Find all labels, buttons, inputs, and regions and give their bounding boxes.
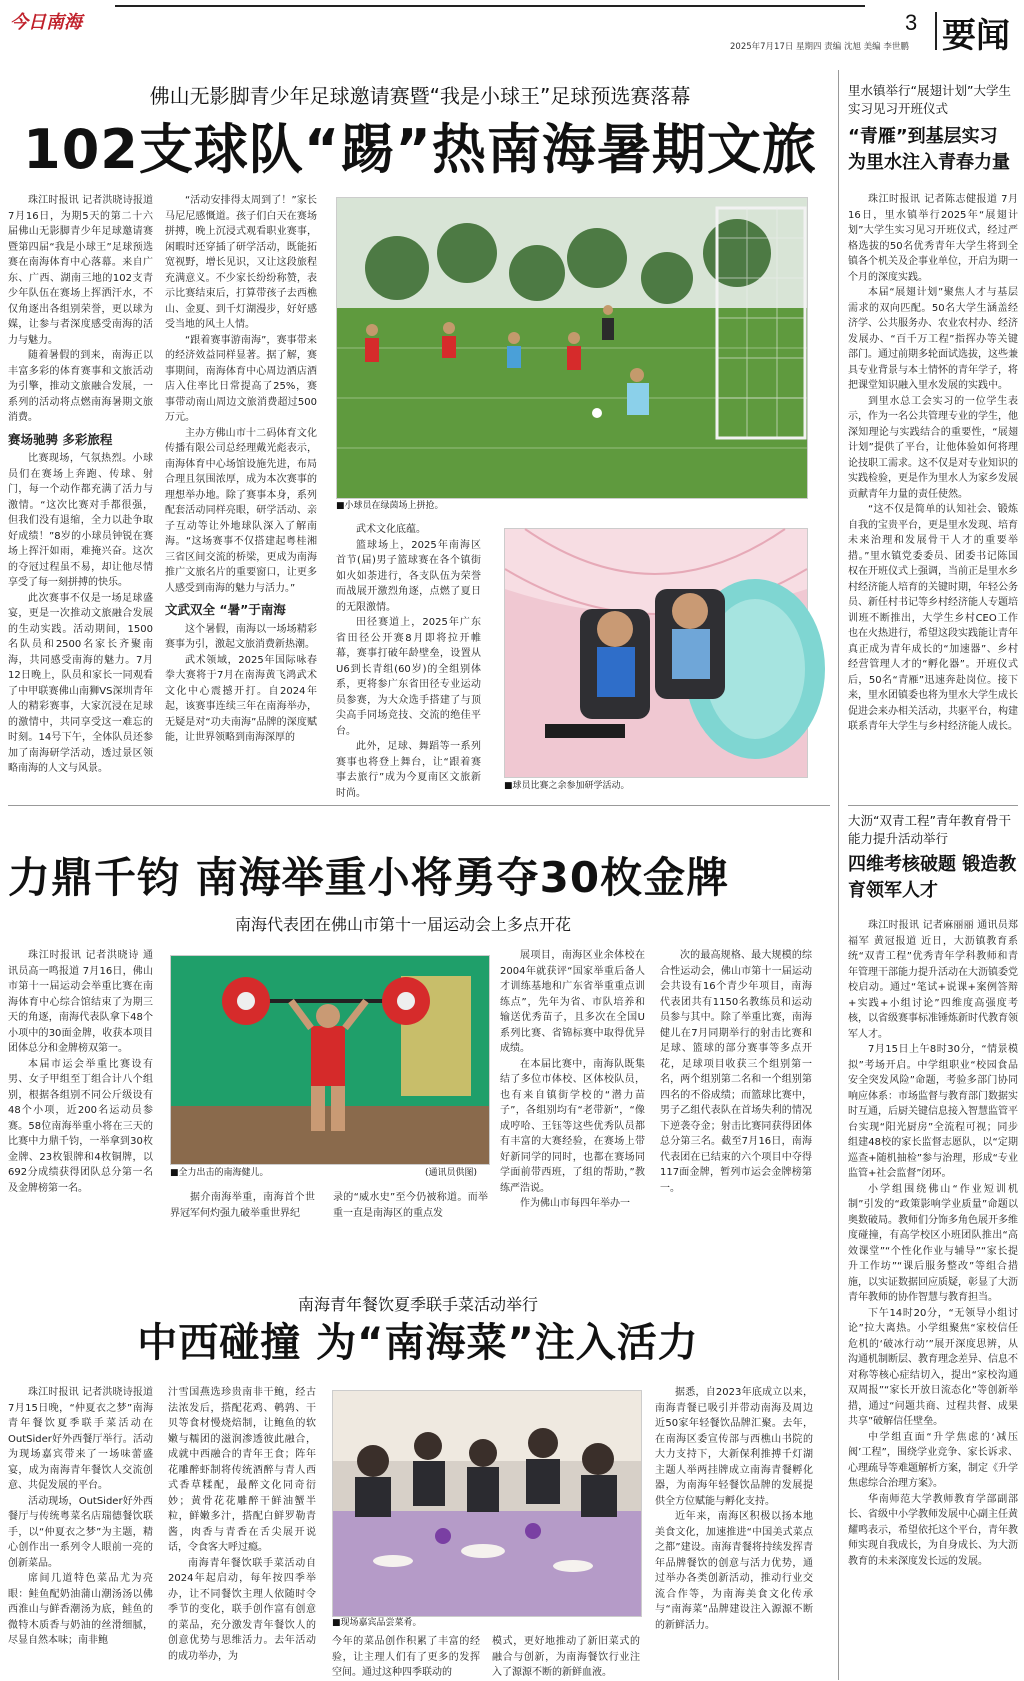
- masthead-meta: 2025年7月17日 星期四 责编 沈旭 美编 李世鹏: [730, 42, 909, 52]
- article3-col3b: [492, 1634, 640, 1680]
- paragraph: 此次赛事不仅是一场足球盛宴，更是一次推动文旅融合发展的生动实践。活动期间，1500名队员和2500名家长齐聚南海，共同感受南海的魅力。7月12日晚上，队员和家长一同观看了中甲联赛佛山南狮VS深圳青年人的精彩赛事，大家沉浸在足球的激情中，共同享受这一难忘的时刻。14号下午，全体队员还参加了南海研学活动，透过景区领略南海的人文与风景。: [8, 592, 153, 774]
- paragraph: 珠江时报讯 记者洪晓诗报道 7月16日，为期5天的第二十六届佛山无影脚青少年足球邀请赛暨第四届“我是小球王”足球预选赛在南海体育中心落幕。来自广东、广西、湖南三地的102支青少年队伍在赛场上挥洒汗水，不仅角逐出各组别荣誉，更以球为媒，让参与者深度感受南海的活力与魅力。: [8, 195, 153, 346]
- paragraph: 中学组直面“升学焦虑的‘减压阀’工程”，围绕学业竞争、家长诉求、心理疏导等难题解析方案，制定《升学焦虑综合治理方案》。: [848, 1431, 1018, 1489]
- sidebar2-kicker: 大沥“双青工程”青年教育骨干能力提升活动举行: [848, 813, 1011, 846]
- masthead-rule: [115, 5, 865, 7]
- paragraph: 展项目，南海区业余体校在2004年就获评“国家举重后备人才训练基地和广东省举重重点训练点”，先年为省、市队培养和输送优秀苗子，且多次在全国U系列比赛、省锦标赛中取得优异成绩。: [500, 950, 645, 1054]
- article1-headline: 102支球队“踢”热南海暑期文旅: [23, 118, 817, 181]
- paragraph: 汁雪国燕选珍贵南非干鲍，经古法浓发后，搭配花鸡、鹌鹑、干贝等食材慢烧焙制，让鲍鱼的软嫩与糯团的滋润渗透彼此融合，成就中西融合的青年王食；阵年花雕醉虾制将传统酒醉与青人西式香草糅配，最醉文化同奇衍妙；黄骨花花雕醉干鲜油蟹半粒，鲜嫩多汁，搭配白鲜罗勒青酱，肉香与青香在舌尖展开说话，令食客大呼过瘾。: [168, 1387, 316, 1553]
- paragraph: 田径赛道上，2025年广东省田径公开赛8月即将拉开帷幕，赛事打破年龄壁垒，设置从U6到长青组(60岁)的全组别体系，更将参广东省田径专业运动员参赛，为大众选手搭建了与顶尖高手同场竞技、交流的绝佳平台。: [336, 617, 481, 737]
- sidebar1-body: [848, 192, 1018, 807]
- dinner-photo-caption: ■现场嘉宾品尝菜肴。: [332, 1618, 422, 1628]
- weightlifting-photo: [170, 955, 490, 1165]
- article2-kicker: 南海代表团在佛山市第十一届运动会上多点开花: [234, 915, 571, 934]
- paragraph: “活动安排得太周到了！”家长马尼尼感慨道。孩子们白天在赛场拼搏，晚上沉浸式观看职业赛事，闲暇时还穿插了研学活动，既能拓宽视野，增长见识，又让这段旅程充满意义。不少家长纷纷称赞，表示比赛结束后，打算带孩子去西樵山、金夏、到千灯湖漫步，好好感受当地的风土人情。: [165, 195, 317, 330]
- paragraph: 华南师范大学教师教育学部副部长、省级中小学教师发展中心副主任黄耀鸣表示，希望依托这个平台，青年教师实现自我成长，为自身成长、为大沥教育的未来深度发长远的发展。: [848, 1493, 1018, 1567]
- article1-kicker: 佛山无影脚青少年足球邀请赛暨“我是小球王”足球预选赛落幕: [149, 84, 691, 108]
- paragraph: 这个暑假，南海以一场场精彩赛事为引，激起文旅消费新热潮。: [165, 623, 317, 650]
- article1-col1: [8, 193, 153, 793]
- article1-col3: [336, 522, 481, 799]
- subheading: 文武双全 “暑”于南海: [165, 602, 286, 617]
- article3-col1: [8, 1385, 153, 1677]
- paragraph: 篮球场上，2025年南海区首节(届)男子篮球赛在各个镇街如火如荼进行，各支队伍为荣誉而战展开激烈角逐，点燃了夏日的无限激情。: [336, 539, 481, 613]
- paragraph: 次的最高规格、最大规模的综合性运动会，佛山市第十一届运动会共设有16个青少年项目，南海代表团共有1150名教练员和运动员参与其中。除了举重比赛，南海健儿在7月同期举行的射击比赛和足球、篮球的部分赛事等多点开花，足球项目收获三个组别第一名，两个组别第二名和一个组别第四名的不俗成绩；而篮球比赛中，男子乙组代表队在首场失利的情况下逆袭夺金；射击比赛同获得团体总分第三名。截至7月16日，南海代表团在已结束的六个项目中夺得117面金牌，暂列市运会金牌榜第一。: [660, 950, 812, 1194]
- article3-kicker: 南海青年餐饮夏季联手菜活动举行: [297, 1295, 538, 1314]
- sidebar2-body: [848, 918, 1018, 1673]
- study-tour-photo-caption: ■球员比赛之余参加研学活动。: [504, 781, 630, 791]
- article2-col2b: [333, 1190, 488, 1230]
- paragraph: 珠江时报讯 记者洪晓诗 通讯员高一鸣报道 7月16日，佛山市第十一届运动会举重比赛在南海体育中心综合馆结束了为期三天的角逐，南海代表队拿下48个小项中的30面金牌，收获本项目团体总分和金牌榜双第一。: [8, 950, 153, 1054]
- paragraph: 据介南海举重，南海首个世界冠军何灼强九破举重世界纪: [170, 1192, 315, 1219]
- masthead: [0, 0, 1024, 60]
- paragraph: 下午14时20分，“无领导小组讨论”拉大离热。小学组聚焦“家校信任危机的‘破冰行动’”展开深度思辨，从沟通机制断层、教育理念差异、信息不对称等核心症结切入，提出“家校沟通双周报”“家长开放日流态化”等创新举措，通过“问题共商、过程共督、成果共享”破解信任壁垒。: [848, 1307, 1018, 1427]
- subheading: 赛场驰骋 多彩旅程: [8, 431, 113, 447]
- paragraph: 比赛现场，气氛热烈。小球员们在赛场上奔跑、传球、射门，每一个动作都充满了活力与激情。“这次比赛对手都很强，但我们没有退缩，全力以赴争取好成绩！”8岁的小球员钟锐在赛场上挥汗如雨，难掩兴奋。这次的夺冠过程虽不易，却让他尽情享受了每一刻拼搏的快乐。: [8, 453, 153, 588]
- paragraph: 模式，更好地推动了新旧菜式的融合与创新，为南海餐饮行业注入了源源不断的新鲜血液。: [492, 1636, 640, 1678]
- paragraph: 武术领域，2025年国际咏春拳大赛将于7月在南海黄飞鸿武术文化中心震撼开打。自2024年起，该赛事连续三年在南海举办，无疑是对“功夫南海”品牌的深度赋能，让世界领略到南海深厚的: [165, 654, 317, 743]
- article1-col2: [165, 193, 317, 793]
- dinner-photo: [332, 1390, 642, 1617]
- paragraph: 今年的菜品创作积累了丰富的经验，让主理人们有了更多的发挥空间。通过这种四季联动的: [332, 1636, 480, 1678]
- paragraph: “这不仅是简单的认知社会、锻炼自我的宝贵平台，更是里水发现、培育未来治理和发展骨干人才的重要举措。”里水镇党委委员、团委书记陈国权在开班仪式上强调，当前正是里水乡村经济能人培育的关键时期，年轻公务员、新任村书记等乡村经济能人专题培训班不断推出，大学生乡村CEO工作也在火热进行，希望这段实践能让青年真正成为青年成长的“加速器”、乡村经营管理人才的“孵化器”。开班仪式后，50名“青雁”迅速奔赴岗位。接下来，里水团镇委也将为里水大学生成长促进会来办相关活动，共驱平台，构建联系青年大学生与乡村经济能人成长。: [848, 504, 1018, 732]
- paragraph: 录的“威水史”至今仍被称道。而举重一直是南海区的重点发: [333, 1192, 488, 1219]
- article2-col4: [660, 948, 812, 1228]
- paragraph: 活动现场，OutSider好外西餐厅与传统粤菜名店瑞德餐饮联手，以“仲夏衣之梦”为主题，精心创作出一系列令人眼前一亮的创新菜品。: [8, 1495, 153, 1569]
- paragraph: 本届“展翅计划”聚焦人才与基层需求的双向匹配。50名大学生涵盖经济学、公共服务办、农业农村办、经济发展办、“百千万工程”指挥办等关键部门。通过前期多轮面试选拔，这些兼具专业背景与本土情怀的青年学子，将把课堂知识融入里水发展的实践中。: [848, 287, 1018, 391]
- sidebar-section-rule: [848, 805, 1018, 806]
- paragraph: 南海青年餐饮联手菜活动自2024年起启动，每年按四季举办，让不同餐饮主理人依随时令季节的变化，联手创作富有创意的菜品，充分激发青年餐饮人的创意优势与思维活力。去年活动的成功举办，为: [168, 1557, 316, 1662]
- paragraph: 据悉，自2023年底成立以来，南海青餐已吸引并带动南海及周边近50家年轻餐饮品牌汇聚。去年，在南海区委宣传部与西樵山书院的大力支持下，大新保利推搏千灯湖主题人举两挂牌成立南海青餐孵化器，为南海年轻餐饮品牌的发展提供全方位赋能与孵化支持。: [655, 1387, 813, 1507]
- section-title: 要闻: [942, 16, 1010, 56]
- article3-headline: 中西碰撞 为“南海菜”注入活力: [137, 1320, 699, 1366]
- paragraph: 武术文化底蕴。: [356, 524, 426, 535]
- sidebar1-headline: “青雁”到基层实习 为里水注入青春力量: [848, 126, 1010, 173]
- paragraph: 此外，足球、舞蹈等一系列赛事也将登上舞台，让“跟着赛事去旅行”成为今夏南区文旅新时尚。: [336, 741, 481, 799]
- page-number: 3: [905, 10, 918, 35]
- article3-col2: [168, 1385, 316, 1677]
- paragraph: 珠江时报讯 记者陈志健报道 7月16日，里水镇举行2025年“展翅计划”大学生实习见习开班仪式，经过严格选拔的50名优秀青年大学生将到全镇各个机关及企事业单位，开启为期一个月的深度实践。: [848, 194, 1018, 283]
- paragraph: “跟着赛事游南海”，赛事带来的经济效益同样显著。据了解，赛事期间，南海体育中心周边酒店酒店入住率比日常提高了25%，赛事带动南山周边文旅消费超过500万元。: [165, 334, 317, 423]
- article2-col3: [500, 948, 645, 1228]
- article3-col3: [332, 1634, 480, 1680]
- football-photo: [336, 197, 808, 499]
- paragraph: 珠江时报讯 记者洪晓诗报道 7月15日晚，“仲夏衣之梦”南海青年餐饮夏季联手菜活动在OutSider好外西餐厅举行。活动为现场嘉宾带来了一场味蕾盛宴，成为南海青年餐饮人交流创意、共促发展的平台。: [8, 1387, 153, 1491]
- article2-col2: [170, 1190, 315, 1230]
- paragraph: 主办方佛山市十二码体育文化传播有限公司总经理戴光彪表示，南海体育中心场馆设施先进，布局合理且氛围浓厚，成为本次赛事的理想举办地。除了赛事本身，系列配套活动同样亮眼，研学活动、亲子互动等让外地球队深入了解南海。“这场赛事不仅搭建起粤桂湘三省区间交流的桥梁，更成为南海推广文旅名片的重要窗口，让更多人感受到南海的魅力与活力。”: [165, 427, 317, 594]
- paragraph: 小学组围绕佛山“作业短训机制”引发的“政策影响学业质量”命题以奥数破局。教师们分饰多角色展开多维度碰撞，有高学校区小班团队推出“高效课堂”“个性化作业与辅导”“家长提升工作坊”“课后服务整改”等组合措施，以实证数据回应质疑，彰显了大沥青年教师的协作智慧与教育担当。: [848, 1183, 1018, 1303]
- masthead-logo: 今日南海: [10, 12, 82, 33]
- paragraph: 珠江时报讯 记者麻丽丽 通讯员郑福军 黄冠报道 近日，大沥镇教育系统“双青工程”优秀青年学科教师和青年管理干部能力提升活动在大沥镇委党校启动。通过“笔试+说课+案例答辩+实践+小组讨论”四维度高强度考核，以省级赛事标准锤炼新时代教育领军人才。: [848, 920, 1018, 1040]
- photo-credit: (通讯员供图): [425, 1168, 478, 1178]
- paragraph: 近年来，南海区积极以扬本地美食文化，加速推进“中国美式菜点之都”建设。南海青餐将持续发挥青年品牌餐饮的创意与活力优势，通过举办各类创新活动，推动行业交流合作等，为南海美食文化传承与“南海菜”品牌建设注入源源不断的新鲜活力。: [655, 1511, 813, 1631]
- paragraph: 7月15日上午8时30分，“情景模拟”考场开启。中学组职业“校园食品安全突发风险”命题，考验多部门协同响应体系：市场监督与教育部门数据实时互通，后厨关键信息接入智慧监管平台实现“阳光厨房”全流程可视；同步组建48校的家长监督志愿队，以“定期巡查+随机抽检”参与治理，形成“专业监管+社会监督”闭环。: [848, 1044, 1018, 1179]
- article3-col4: [655, 1385, 813, 1677]
- section-divider: [935, 12, 937, 50]
- paragraph: 席间几道特色菜品尤为亮眼：鲑鱼配奶油蒲山潮汤汤以佛西淮山与鲜香潮汤为底，鲑鱼的微特木质香与奶油的丝滑细腻，尽显自然本味；南非鲍: [8, 1573, 153, 1646]
- article-divider: [8, 805, 830, 806]
- article2-headline: 力鼎千钧 南海举重小将勇夺30枚金牌: [8, 853, 730, 902]
- weightlifting-photo-caption: ■全力出击的南海健儿。: [170, 1168, 269, 1178]
- study-tour-photo: [504, 528, 808, 778]
- sidebar-divider: [838, 70, 839, 1680]
- football-photo-caption: ■小球员在绿茵场上拼抢。: [336, 501, 444, 511]
- paragraph: 到里水总工会实习的一位学生表示，作为一名公共管理专业的学生，他深知理论与实践结合的重要性，“展翅计划”提供了平台，让他体验如何将理论技职工需求。这不仅是对专业知识的实践检验，更是作为里水人为家乡发展贡献青年力量的责任使然。: [848, 395, 1018, 500]
- article2-col1: [8, 948, 153, 1228]
- paragraph: 在本届比赛中，南海队既集结了多位市体校、区体校队员，也有来自镇街学校的“潜力苗子”，各组别均有“老带新”，“像成哼哈、王钰等这些优秀队员都有丰富的大赛经验，在赛场上带好新同学的同时，也都在赛场同学面前带西班，了组的帮助，”教练严浩说。: [500, 1058, 645, 1194]
- paragraph: 本届市运会举重比赛设有男、女子甲组至丁组合计八个组别，根据各组别不同公斤级设有48个小项，近200名运动员参赛。58位南海举重小将在三天的比赛中力鼎千钧，一举拿到30枚金牌、23枚银牌和4枚铜牌，以692分成绩获得团队总分第一名及金牌榜第一名。: [8, 1058, 153, 1194]
- paragraph: 作为佛山市每四年举办一: [520, 1198, 630, 1209]
- paragraph: 随着暑假的到来，南海正以丰富多彩的体育赛事和文旅活动为引擎，推动文旅融合发展，一系列的活动将点燃南海暑期文旅消费。: [8, 350, 153, 423]
- sidebar2-headline: 四维考核破题 锻造教育领军人才: [848, 854, 1017, 901]
- sidebar1-kicker: 里水镇举行“展翅计划”大学生实习见习开班仪式: [848, 83, 1011, 116]
